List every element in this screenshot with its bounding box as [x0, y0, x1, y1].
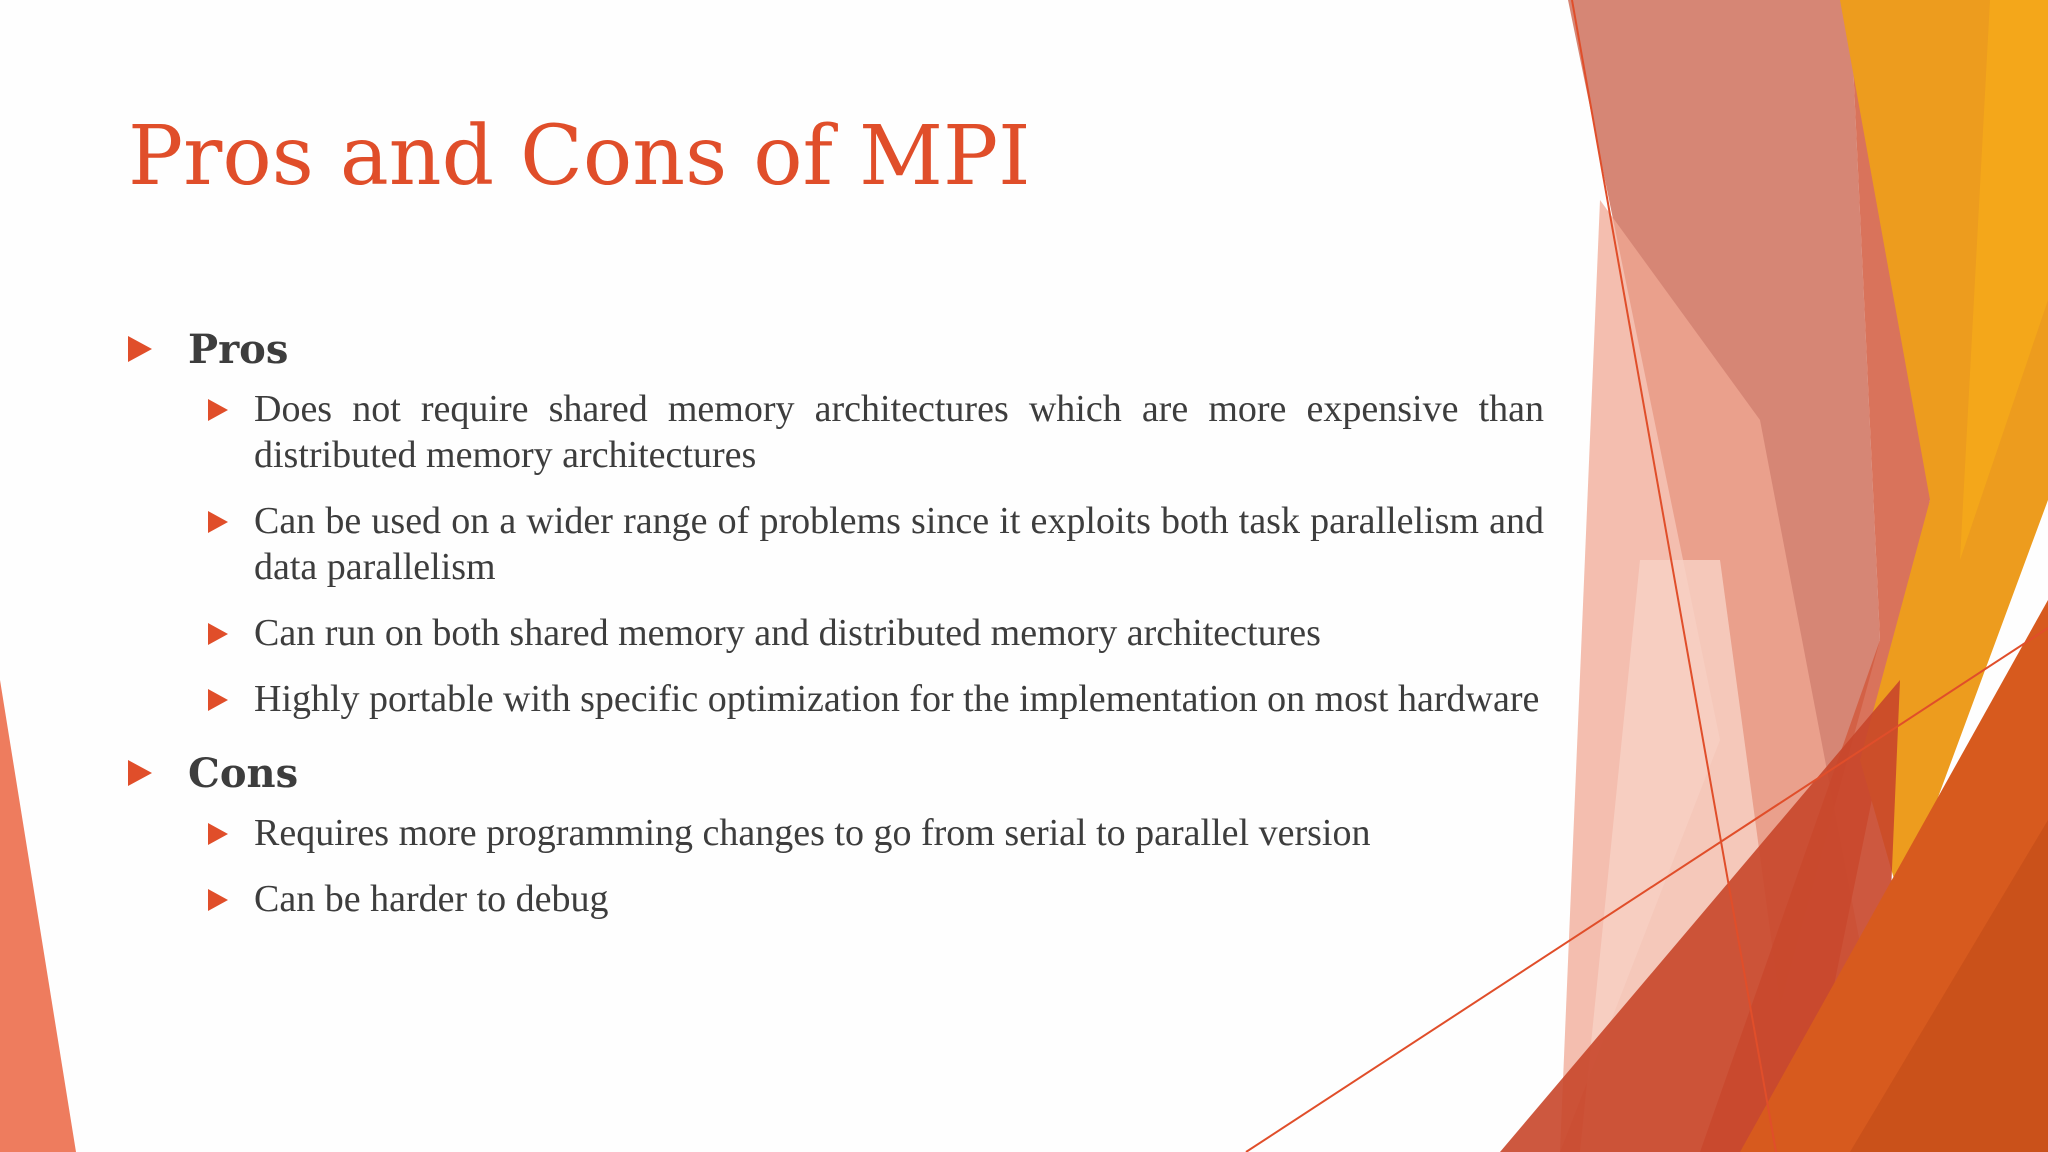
- bullet-arrow-icon: [128, 760, 152, 786]
- bullet-arrow-icon: [208, 889, 228, 911]
- slide-title: Pros and Cons of MPI: [128, 109, 1031, 204]
- section-pros-label: Pros: [188, 325, 289, 373]
- section-cons-label: Cons: [188, 749, 299, 797]
- section-cons-heading: [128, 742, 1544, 804]
- list-item: [208, 610, 1544, 656]
- bullet-arrow-icon: [208, 511, 228, 533]
- section-pros: [128, 318, 1544, 722]
- list-item-text: Highly portable with specific optimization for the implementation on most hardware: [254, 678, 1540, 720]
- section-pros-heading: [128, 318, 1544, 380]
- section-cons: [128, 742, 1544, 922]
- bullet-arrow-icon: [128, 336, 152, 362]
- list-item: [208, 498, 1544, 590]
- bullet-arrow-icon: [208, 689, 228, 711]
- list-item: [208, 676, 1544, 722]
- list-item-text: Does not require shared memory architectures which are more expensive than distributed memory architectures: [254, 388, 1544, 476]
- left-edge-shape: [0, 680, 76, 1152]
- list-item-text: Can be used on a wider range of problems since it exploits both task parallelism and data parallelism: [254, 500, 1544, 588]
- slide-body: [128, 318, 1544, 942]
- cons-list: [128, 810, 1544, 922]
- pros-list: [128, 386, 1544, 722]
- list-item-text: Can run on both shared memory and distributed memory architectures: [254, 612, 1321, 654]
- list-item: [208, 876, 1544, 922]
- bullet-arrow-icon: [208, 399, 228, 421]
- list-item: [208, 810, 1544, 856]
- list-item-text: Can be harder to debug: [254, 878, 609, 920]
- list-item: [208, 386, 1544, 478]
- bullet-arrow-icon: [208, 623, 228, 645]
- list-item-text: Requires more programming changes to go from serial to parallel version: [254, 812, 1371, 854]
- bullet-arrow-icon: [208, 823, 228, 845]
